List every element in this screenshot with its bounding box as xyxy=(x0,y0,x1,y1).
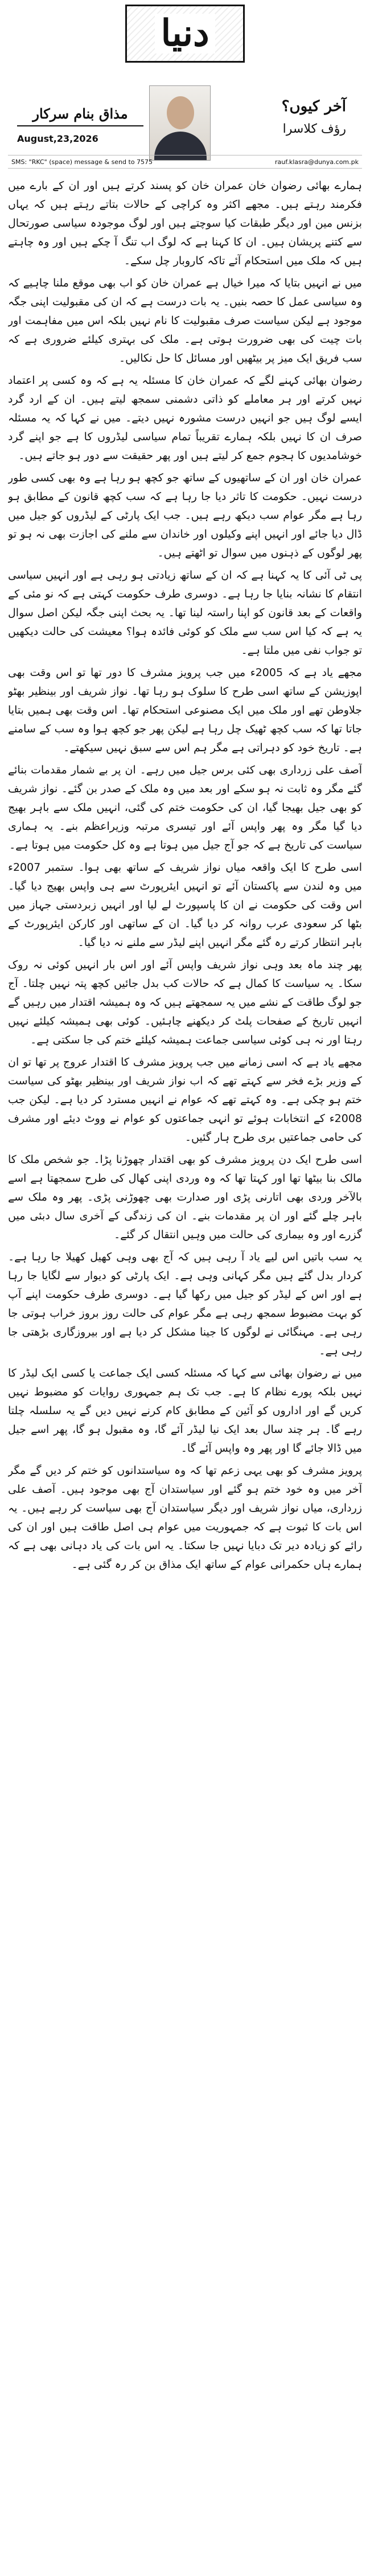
article-paragraph: یہ سب باتیں اس لیے یاد آ رہی ہیں کہ آج بھی وہی کھیل کھیلا جا رہا ہے۔ کردار بدل گئے ہیں مگر کہانی وہی ہے۔ ایک پارٹی کو دیوار سے لگایا جا رہا ہے اور اس کے لیڈر کو جیل میں رکھا گیا ہے۔ دوسری طرف حکومت اپنے آپ کو بہت مضبوط سمجھ رہی ہے مگر عوام کی حالت روز بروز خراب ہوتی جا رہی ہے۔ مہنگائی نے لوگوں کا جینا مشکل کر دیا ہے اور بیروزگاری بڑھتی جا رہی ہے۔ xyxy=(8,1251,362,1357)
author-photo xyxy=(149,85,211,161)
newspaper-logo xyxy=(125,5,245,63)
article-paragraph: مجھے یاد ہے کہ اسی زمانے میں جب پرویز مشرف کا اقتدار عروج پر تھا تو ان کے وزیر بڑے فخر سے کہتے تھے کہ اب نواز شریف اور بینظیر بھٹو کی سیاست ختم ہو چکی ہے۔ وہ کہتے تھے کہ عوام نے انہیں مسترد کر دیا ہے۔ لیکن جب 2008ء کے انتخابات ہوئے تو انہی جماعتوں کو عوام نے ووٹ دیئے اور مشرف کی حامی جماعتیں بری طرح ہار گئیں۔ xyxy=(8,1056,362,1144)
article-paragraph: آصف علی زرداری بھی کئی برس جیل میں رہے۔ ان پر بے شمار مقدمات بنائے گئے مگر وہ ثابت نہ ہو سکے اور بعد میں وہ ملک کے صدر بن گئے۔ نواز شریف کو بھی جیل بھیجا گیا، ان کی حکومت ختم کی گئی، انہیں ملک سے باہر بھیج دیا گیا مگر وہ پھر واپس آئے اور تیسری مرتبہ وزیراعظم بنے۔ یہ ہماری سیاست کی تاریخ ہے کہ جو آج جیل میں ہوتا ہے وہ کل حکومت میں ہوتا ہے۔ xyxy=(8,764,362,851)
logo-text: دنیا xyxy=(155,14,215,54)
author-name: رؤف کلاسرا xyxy=(282,122,346,136)
sms-instructions: SMS: "RKC" (space) message & send to 7575 xyxy=(11,158,153,166)
article-paragraph: پھر چند ماہ بعد وہی نواز شریف واپس آئے اور اس بار انہیں کوئی نہ روک سکا۔ یہ سیاست کا کمال ہے کہ حالات کب بدل جائیں کچھ پتہ نہیں چلتا۔ آج جو لوگ طاقت کے نشے میں یہ سمجھتے ہیں کہ وہ ہمیشہ اقتدار میں رہیں گے انہیں تاریخ کے صفحات پلٹ کر دیکھنے چاہئیں۔ کوئی بھی ہمیشہ کیلئے نہیں رہتا اور نہ ہی کوئی سیاسی جماعت ہمیشہ کیلئے ختم کی جا سکتی ہے۔ xyxy=(8,959,362,1046)
article-body xyxy=(8,177,362,2569)
article-paragraph: پرویز مشرف کو بھی یہی زعم تھا کہ وہ سیاستدانوں کو ختم کر دیں گے مگر آخر میں وہ خود ختم ہو گئے اور سیاستدان آج بھی موجود ہیں۔ آصف علی زرداری، میاں نواز شریف اور دیگر سیاستدان آج بھی سیاست کر رہے ہیں۔ یہ اس بات کا ثبوت ہے کہ جمہوریت میں عوام ہی اصل طاقت ہیں اور ان کی رائے کو زیادہ دیر تک دبایا نہیں جا سکتا۔ یہ اس بات کی یاد دہانی بھی ہے کہ ہمارے ہاں حکمرانی عوام کے ساتھ ایک مذاق بن کر رہ گئی ہے۔ xyxy=(8,1464,362,1571)
article-paragraph: پی ٹی آئی کا یہ کہنا ہے کہ ان کے ساتھ زیادتی ہو رہی ہے اور انہیں سیاسی انتقام کا نشانہ بنایا جا رہا ہے۔ دوسری طرف حکومت کہتی ہے کہ نو مئی کے واقعات کے بعد قانون کو اپنا راستہ لینا تھا۔ یہ بحث اپنی جگہ لیکن اصل سوال یہ ہے کہ کیا اس سب سے ملک کو کوئی فائدہ ہوا؟ معیشت کی حالت دیکھیں تو جواب نفی میں ملتا ہے۔ xyxy=(8,569,362,657)
author-photo-head xyxy=(167,96,194,129)
contact-line xyxy=(8,155,362,169)
article-paragraph: میں نے انہیں بتایا کہ میرا خیال ہے عمران خان کو اب بھی موقع ملنا چاہیے کہ وہ سیاسی عمل کا حصہ بنیں۔ یہ بات درست ہے کہ ان کی مقبولیت اپنی جگہ موجود ہے لیکن سیاست صرف مقبولیت کا نام نہیں بلکہ اس میں مفاہمت اور بات چیت کی بھی ضرورت ہوتی ہے۔ ملک کی بہتری کیلئے ضروری ہے کہ سب فریق ایک میز پر بیٹھیں اور مسائل کا حل نکالیں۔ xyxy=(8,277,362,365)
article-paragraph: میں نے رضوان بھائی سے کہا کہ مسئلہ کسی ایک جماعت یا کسی ایک لیڈر کا نہیں بلکہ پورے نظام کا ہے۔ جب تک ہم جمہوری روایات کو مضبوط نہیں کریں گے اور اداروں کو آئین کے مطابق کام کرنے نہیں دیں گے یہ سلسلہ چلتا رہے گا۔ ہر چند سال بعد ایک نیا لیڈر آئے گا، وہ مقبول ہو گا، پھر اسے جیل میں ڈالا جائے گا اور پھر وہ واپس آئے گا۔ xyxy=(8,1367,362,1455)
column-title: مذاق بنام سرکار xyxy=(17,101,143,126)
column-series-name: آخر کیوں؟ xyxy=(281,98,346,115)
article-paragraph: اسی طرح کا ایک واقعہ میاں نواز شریف کے ساتھ بھی ہوا۔ ستمبر 2007ء میں وہ لندن سے پاکستان آئے تو انہیں ایئرپورٹ سے ہی واپس بھیج دیا گیا۔ اس وقت کی حکومت نے ان کا پاسپورٹ لے لیا اور انہیں زبردستی جہاز میں بٹھا کر سعودی عرب روانہ کر دیا گیا۔ ان کے ساتھی اور کارکن ایئرپورٹ کے باہر انتظار کرتے رہ گئے مگر انہیں اپنے لیڈر سے ملنے نہ دیا گیا۔ xyxy=(8,861,362,949)
article-paragraph: رضوان بھائی کہنے لگے کہ عمران خان کا مسئلہ یہ ہے کہ وہ کسی پر اعتماد نہیں کرتے اور ہر معاملے کو ذاتی دشمنی سمجھ لیتے ہیں۔ ان کے ارد گرد ایسے لوگ ہیں جو انہیں درست مشورہ نہیں دیتے۔ میں نے کہا کہ یہ مسئلہ صرف ان کا نہیں بلکہ ہمارے تقریباً تمام سیاسی لیڈروں کا ہے جو اپنے گرد خوشامدیوں کا ہجوم جمع کر لیتے ہیں اور پھر حقیقت سے دور ہو جاتے ہیں۔ xyxy=(8,374,362,462)
article-paragraph: عمران خان اور ان کے ساتھیوں کے ساتھ جو کچھ ہو رہا ہے وہ بھی کسی طور درست نہیں۔ حکومت کا تاثر دیا جا رہا ہے کہ سب کچھ قانون کے مطابق ہو رہا ہے مگر عوام سب دیکھ رہے ہیں۔ جب ایک پارٹی کے لیڈروں کو جیل میں ڈال دیا جائے اور انہیں اپنے وکیلوں اور خاندان سے ملنے کی اجازت بھی نہ ہو تو پھر لوگوں کے ذہنوں میں سوال تو اٹھتے ہیں۔ xyxy=(8,472,362,559)
author-email[interactable]: rauf.klasra@dunya.com.pk xyxy=(275,158,359,166)
publish-date: August,23,2026 xyxy=(17,133,98,144)
masthead xyxy=(0,0,370,171)
article-paragraph: اسی طرح ایک دن پرویز مشرف کو بھی اقتدار چھوڑنا پڑا۔ جو شخص ملک کا مالک بنا بیٹھا تھا اور کہتا تھا کہ وہ وردی اپنی کھال کی طرح سمجھتا ہے اسے بالآخر وردی بھی اتارنی پڑی اور صدارت بھی چھوڑنی پڑی۔ پھر وہ ملک سے باہر چلے گئے اور ان پر مقدمات بنے۔ ان کی زندگی کے آخری سال دبئی میں گزرے اور وہ بیماری کی حالت میں وہیں انتقال کر گئے۔ xyxy=(8,1153,362,1241)
article-paragraph: مجھے یاد ہے کہ 2005ء میں جب پرویز مشرف کا دور تھا تو اس وقت بھی اپوزیشن کے ساتھ اسی طرح کا سلوک ہو رہا تھا۔ نواز شریف اور بینظیر بھٹو جلاوطن تھے اور ملک میں ایک مصنوعی استحکام تھا۔ اس وقت بھی ہمیں بتایا جاتا تھا کہ سب کچھ ٹھیک چل رہا ہے لیکن پھر جو کچھ ہوا وہ سب کے سامنے ہے۔ تاریخ خود کو دہراتی ہے مگر ہم اس سے سبق نہیں سیکھتے۔ xyxy=(8,666,362,754)
article-paragraph: ہمارے بھائی رضوان خان عمران خان کو پسند کرتے ہیں اور ان کے بارے میں فکرمند رہتے ہیں۔ مجھے اکثر وہ کراچی کے حالات بتاتے رہتے ہیں کہ یہاں بزنس مین اور دیگر طبقات کیا سوچتے ہیں اور لوگ موجودہ سیاسی صورتحال سے کتنے پریشان ہیں۔ ان کا کہنا ہے کہ لوگ اب تنگ آ چکے ہیں اور وہ چاہتے ہیں کہ ملک میں استحکام آئے تاکہ کاروبار چل سکے۔ xyxy=(8,179,362,267)
